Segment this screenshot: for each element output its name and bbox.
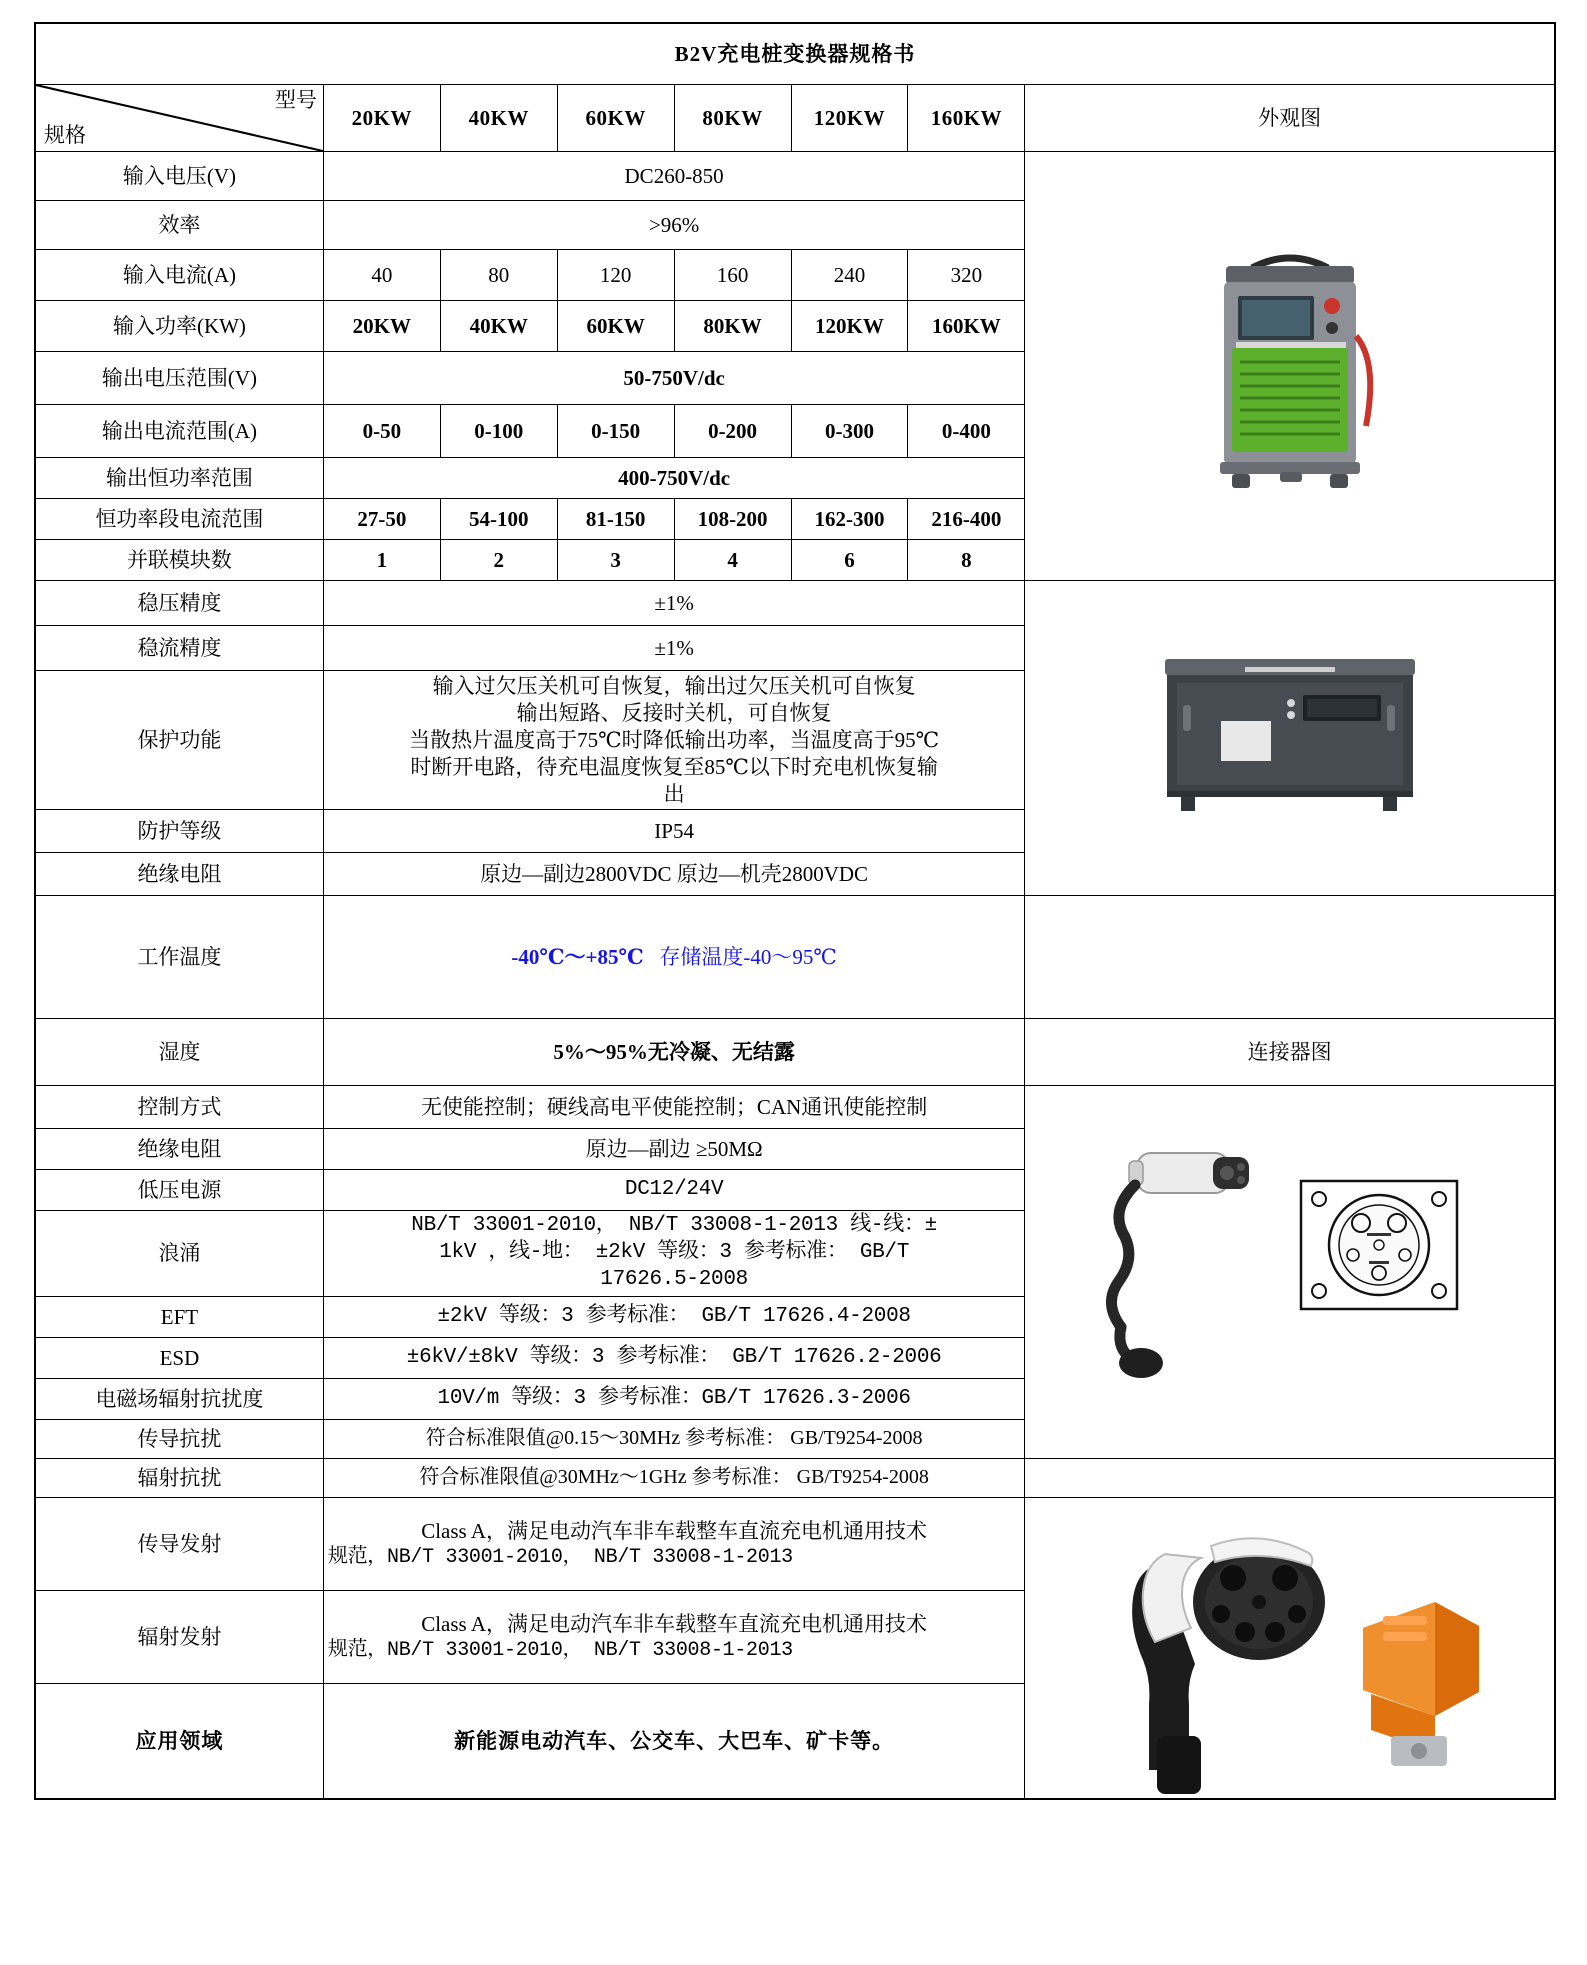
value-radiated-immunity: 10V/m 等级：3 参考标准：GB/T 17626.3-2006 [323,1379,1024,1420]
radiated-emission-line-2: 规范，NB/T 33001-2010， NB/T 33008-1-2013 [327,1638,793,1662]
label-radiated-emission: 辐射发射 [35,1591,323,1684]
model-header-120kw: 120KW [791,85,908,152]
value-output-current-160kw: 0-400 [908,405,1025,458]
label-efficiency: 效率 [35,201,323,250]
model-header-60kw: 60KW [557,85,674,152]
label-low-voltage-supply: 低压电源 [35,1170,323,1211]
value-input-current-120kw: 240 [791,250,908,301]
value-input-power-160kw: 160KW [908,301,1025,352]
label-control-mode: 控制方式 [35,1086,323,1129]
surge-line-2: 1kV ，线-地： ±2kV 等级：3 参考标准： GB/T [439,1241,910,1265]
value-insulation-resistance-2: 原边—副边 ≥50MΩ [323,1129,1024,1170]
value-cp-current-160kw: 216-400 [908,499,1025,540]
model-header-row [35,85,1555,152]
working-temperature-range: -40℃～+85℃ [511,944,644,969]
value-cp-current-20kw: 27-50 [323,499,440,540]
label-insulation-resistance-1: 绝缘电阻 [35,853,323,896]
model-header-160kw: 160KW [908,85,1025,152]
row-working-temperature [35,896,1555,1019]
value-humidity: 5%～95%无冷凝、无结露 [323,1019,1024,1086]
value-input-current-20kw: 40 [323,250,440,301]
storage-temperature-range: 存储温度-40～95℃ [659,944,837,969]
value-cp-current-120kw: 162-300 [791,499,908,540]
value-input-power-120kw: 120KW [791,301,908,352]
label-input-voltage: 输入电压(V) [35,152,323,201]
model-axis-label: 型号 [274,88,317,112]
value-input-power-40kw: 40KW [440,301,557,352]
value-radiated-disturbance: 符合标准限值@30MHz～1GHz 参考标准： GB/T9254-2008 [323,1459,1024,1498]
document-title: B2V充电桩变换器规格书 [35,23,1555,85]
value-modules-120kw: 6 [791,540,908,581]
spec-axis-label: 规格 [44,123,86,148]
charging-connector-cable [1111,1153,1249,1378]
value-conducted-disturbance: 符合标准限值@0.15～30MHz 参考标准： GB/T9254-2008 [323,1420,1024,1459]
value-input-power-20kw: 20KW [323,301,440,352]
label-conducted-emission: 传导发射 [35,1498,323,1591]
value-cp-current-80kw: 108-200 [674,499,791,540]
protection-line-2: 输出短路、反接时关机，可自恢复 [516,700,832,725]
value-application: 新能源电动汽车、公交车、大巴车、矿卡等。 [323,1684,1024,1800]
value-input-voltage: DC260-850 [323,152,1024,201]
connector-socket-diagram [1301,1181,1457,1309]
value-cp-current-40kw: 54-100 [440,499,557,540]
radiated-emission-line-1: Class A，满足电动汽车非车载整车直流充电机通用技术 [421,1611,927,1636]
value-input-current-160kw: 320 [908,250,1025,301]
connector-and-socket-icon [1095,1127,1485,1417]
appearance-image-cabinet-cell [1025,581,1555,896]
row-humidity [35,1019,1555,1086]
charger-unit-photo [1025,216,1554,516]
value-modules-20kw: 1 [323,540,440,581]
label-protection: 保护功能 [35,671,323,810]
value-efficiency: >96% [323,201,1024,250]
label-output-voltage-range: 输出电压范围(V) [35,352,323,405]
title-row [35,23,1555,85]
row-control-mode [35,1086,1555,1129]
value-input-power-80kw: 80KW [674,301,791,352]
value-modules-60kw: 3 [557,540,674,581]
connector-image-cell [1025,1086,1555,1459]
conducted-emission-line-1: Class A，满足电动汽车非车载整车直流充电机通用技术 [421,1518,927,1543]
row-input-voltage [35,152,1555,201]
gun-connector-image-cell [1025,1498,1555,1800]
value-modules-160kw: 8 [908,540,1025,581]
value-input-power-60kw: 60KW [557,301,674,352]
label-voltage-accuracy: 稳压精度 [35,581,323,626]
value-output-current-40kw: 0-100 [440,405,557,458]
value-working-temperature [323,896,1024,1019]
label-protection-level: 防护等级 [35,810,323,853]
charging-gun [1132,1538,1325,1794]
label-radiated-immunity: 电磁场辐射抗扰度 [35,1379,323,1420]
row-voltage-accuracy [35,581,1555,626]
label-surge: 浪涌 [35,1211,323,1297]
label-humidity: 湿度 [35,1019,323,1086]
charging-gun-icon [1095,1498,1485,1798]
corner-header-cell [35,85,323,152]
model-header-20kw: 20KW [323,85,440,152]
cabinet-unit-photo [1025,633,1554,843]
value-input-current-80kw: 160 [674,250,791,301]
orange-hv-connector [1363,1602,1479,1766]
label-working-temperature: 工作温度 [35,896,323,1019]
value-output-current-120kw: 0-300 [791,405,908,458]
value-constant-power-range: 400-750V/dc [323,458,1024,499]
label-input-power: 输入功率(KW) [35,301,323,352]
gun-and-plug-photos [1025,1498,1554,1798]
value-eft: ±2kV 等级：3 参考标准： GB/T 17626.4-2008 [323,1297,1024,1338]
label-constant-power-range: 输出恒功率范围 [35,458,323,499]
value-low-voltage-supply: DC12/24V [323,1170,1024,1211]
value-esd: ±6kV/±8kV 等级：3 参考标准： GB/T 17626.2-2006 [323,1338,1024,1379]
value-output-voltage-range: 50-750V/dc [323,352,1024,405]
value-conducted-emission [323,1498,1024,1591]
label-parallel-modules: 并联模块数 [35,540,323,581]
spacer-image-cell [1025,896,1555,1019]
value-protection [323,671,1024,810]
value-protection-level: IP54 [323,810,1024,853]
protection-line-4: 时断开电路，待充电温度恢复至85℃以下时充电机恢复输 [410,754,938,779]
label-constant-power-current: 恒功率段电流范围 [35,499,323,540]
label-conducted-disturbance: 传导抗扰 [35,1420,323,1459]
appearance-image-header: 外观图 [1025,85,1555,152]
label-insulation-resistance-2: 绝缘电阻 [35,1129,323,1170]
charging-cabinet-icon [1125,633,1455,843]
value-insulation-resistance-1: 原边—副边2800VDC 原边—机壳2800VDC [323,853,1024,896]
value-output-current-60kw: 0-150 [557,405,674,458]
value-modules-40kw: 2 [440,540,557,581]
surge-line-3: 17626.5-2008 [600,1268,748,1292]
label-output-current-range: 输出电流范围(A) [35,405,323,458]
connector-photos [1025,1127,1554,1417]
value-output-current-80kw: 0-200 [674,405,791,458]
value-control-mode: 无使能控制；硬线高电平使能控制；CAN通讯使能控制 [323,1086,1024,1129]
value-current-accuracy: ±1% [323,626,1024,671]
value-cp-current-60kw: 81-150 [557,499,674,540]
label-current-accuracy: 稳流精度 [35,626,323,671]
label-eft: EFT [35,1297,323,1338]
value-input-current-40kw: 80 [440,250,557,301]
value-modules-80kw: 4 [674,540,791,581]
specification-table [34,22,1556,1800]
label-radiated-disturbance: 辐射抗扰 [35,1459,323,1498]
row-conducted-emission [35,1498,1555,1591]
label-esd: ESD [35,1338,323,1379]
protection-line-5: 出 [663,781,685,806]
surge-line-1: NB/T 33001-2010， NB/T 33008-1-2013 线-线：± [411,1214,937,1238]
protection-line-1: 输入过欠压关机可自恢复，输出过欠压关机可自恢复 [432,674,916,698]
value-input-current-60kw: 120 [557,250,674,301]
row-radiated-disturbance [35,1459,1555,1498]
connector-image-header: 连接器图 [1025,1019,1555,1086]
value-output-current-20kw: 0-50 [323,405,440,458]
value-surge [323,1211,1024,1297]
model-header-40kw: 40KW [440,85,557,152]
value-voltage-accuracy: ±1% [323,581,1024,626]
protection-line-3: 当散热片温度高于75℃时降低输出功率，当温度高于95℃ [409,727,940,752]
portable-charger-icon [1140,216,1440,516]
conducted-emission-line-2: 规范，NB/T 33001-2010， NB/T 33008-1-2013 [327,1545,793,1569]
label-input-current: 输入电流(A) [35,250,323,301]
value-radiated-emission [323,1591,1024,1684]
appearance-image-charger-cell [1025,152,1555,581]
model-header-80kw: 80KW [674,85,791,152]
label-application: 应用领域 [35,1684,323,1800]
